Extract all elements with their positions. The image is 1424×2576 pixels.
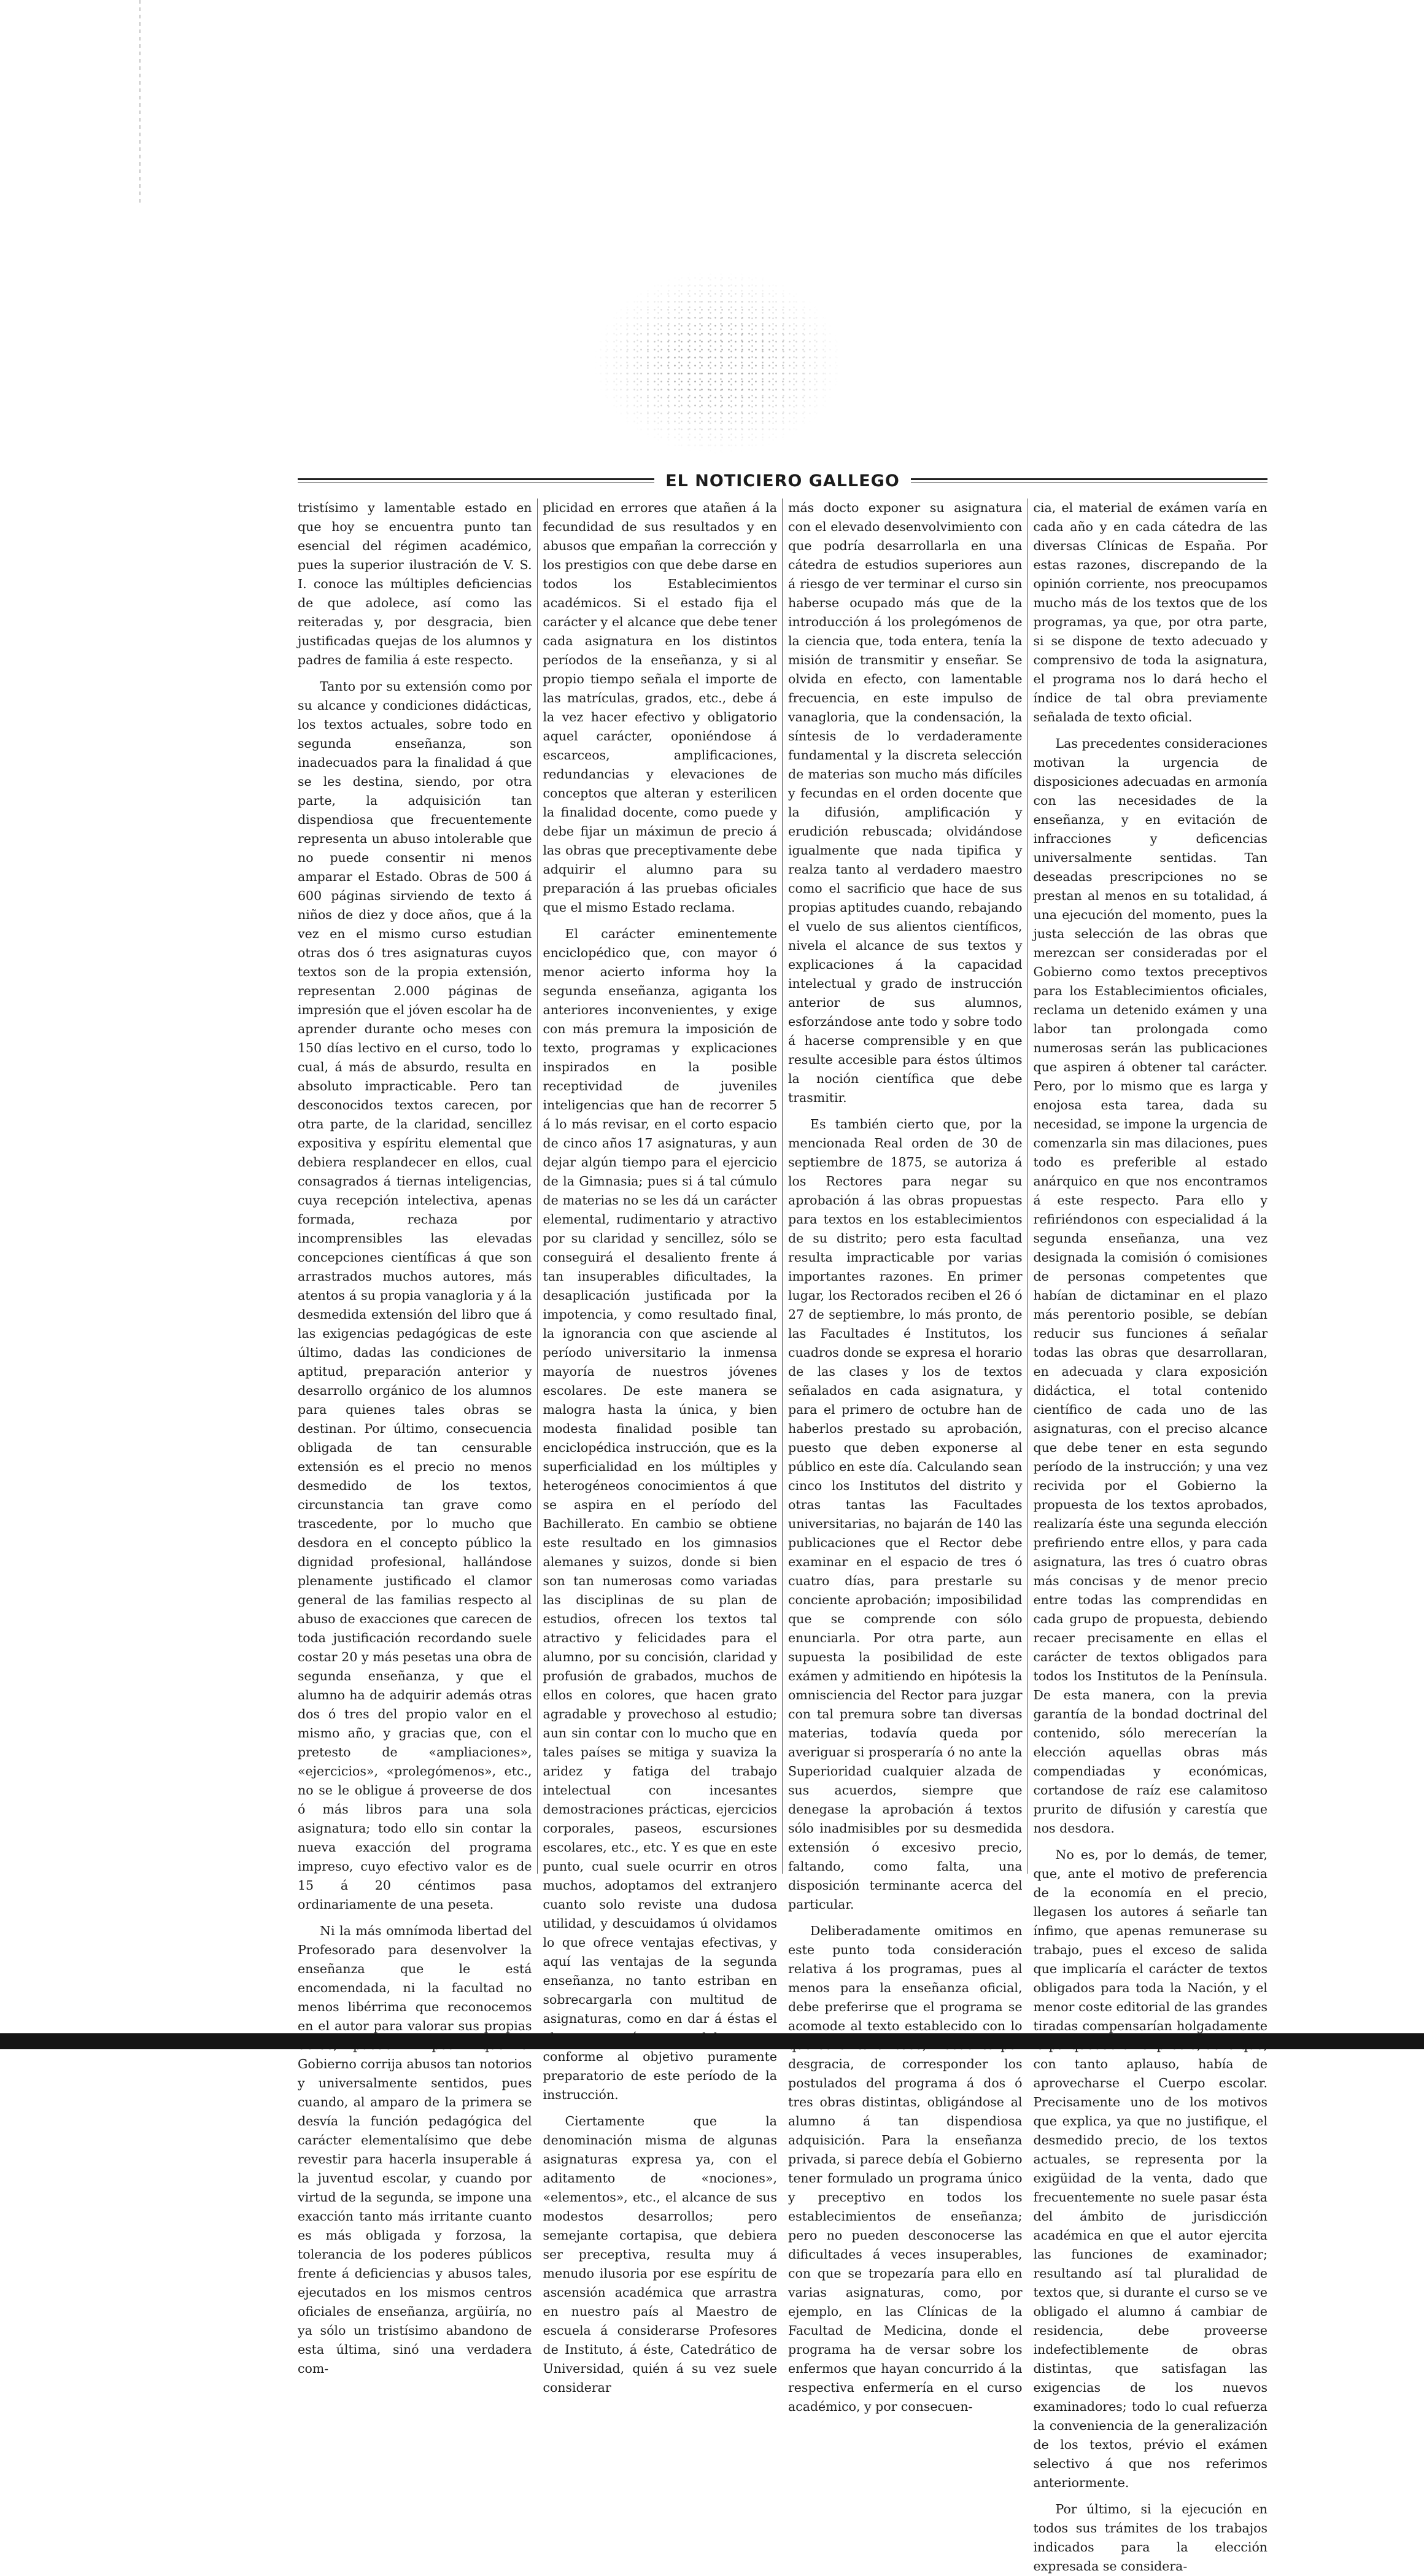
paragraph: Tanto por su extensión como por su alcance y condiciones didácticas, los textos actuales, sobre todo en segunda enseñanza, son inadecuados para la finalidad á que se les destina, siendo, por otra parte, la adquisición tan dispendiosa que frecuentemente representa un abuso intolerable que no puede consentir ni menos amparar el Estado. Obras de 500 á 600 páginas sirviendo de texto á niños de diez y doce años, que á la vez en el mismo curso estudian otras dos ó tres asignaturas cuyos textos son de la propia extensión, representan 2.000 páginas de impresión que el jóven escolar ha de aprender durante ocho meses con 150 días lectivo en el curso, todo lo cual, á más de absurdo, resulta en absoluto impracticable. Pero tan desconocidos textos carecen, por otra parte, de la claridad, sencillez expositiva y espíritu elemental que debiera resplandecer en ellos, cual consagrados á tiernas inteligencias, cuya recepción intelectiva, apenas formada, rechaza por incomprensibles las elevadas concepciones científicas á que son arrastrados muchos autores, más atentos á su propia vanagloria y á la desmedida extensión del libro que á las exigencias pedagógicas de este último, dadas las condiciones de aptitud, preparación anterior y desarrollo orgánico de los alumnos para quienes tales obras se destinan. Por último, consecuencia obligada de tan censurable extensión es el precio no menos desmedido de los textos, circunstancia tan grave como trascedente, por lo mucho que desdora en el concepto público la dignidad profesional, hallándose plenamente justificado el clamor general de las familias respecto al abuso de exacciones que carecen de toda justificación recordando suele costar 20 y más pesetas una obra de segunda enseñanza, y que el alumno ha de adquirir además otras dos ó tres del propio valor en el mismo año, y gracias que, con el pretesto de «ampliaciones», «ejercicios», «prolegómenos», etc., no se le obligue á proveerse de dos ó más libros para una sola asignatura; todo ello sin contar la nueva exacción del programa impreso, cuyo efectivo valor es de 15 á 20 céntimos pasa ordinariamente de una peseta. (298, 679, 532, 1912)
paragraph: Deliberadamente omitimos en este punto toda consideración relativa á los programas, pues al menos para la enseñanza oficial, debe preferirse que el programa se acomode al texto establecido con lo desgracia, de corresponder los postulados del programa á dos ó tres obras distintas, obligándose al alumno á tan dispendiosa adquisición. Para la enseñanza privada, si parece debía el Gobierno tener formulado un programa único y preceptivo en todos los establecimientos de enseñanza; pero no pueden desconocerse las dificultades á veces insuperables, con que se tropezaría para ello en varias asignaturas, como, por ejemplo, en las Clínicas de la Facultad de Medicina, donde el programa ha de versar sobre los enfermos que hayan concurrido á la respectiva enfermería en el curso académico, y por consecuen- (788, 1923, 1023, 2414)
masthead (298, 470, 1267, 491)
column-2 (543, 499, 778, 2395)
scan-edge-band (0, 2033, 1424, 2049)
paragraph: más docto exponer su asignatura con el elevado desenvolvimiento con que podría desarrollarla en una cátedra de estudios superiores aun á riesgo de ver terminar el curso sin haberse ocupado más que de la introducción á los prolegómenos de la ciencia que, toda entera, tenía la misión de transmitir y enseñar. Se olvida en efecto, con lamentable frecuencia, en este impulso de vanagloria, que la condensación, la síntesis de lo verdaderamente fundamental y la discreta selección de materias son mucho más difíciles y fecundas en el orden docente que la difusión, amplificación y erudición rebuscada; olvidándose igualmente que nada tipifica y realza tanto al verdadero maestro como el sacrificio que hace de sus propias aptitudes cuando, rebajando el vuelo de sus alientos científicos, nivela el alcance de sus textos y explicaciones á la capacidad intelectual y grado de instrucción anterior de sus alumnos, esforzándose ante todo y sobre todo á hacerse comprensible y en que resulte accesible para éstos últimos la noción científica que debe trasmitir. (788, 500, 1023, 1105)
paragraph: El carácter eminentemente enciclopédico que, con mayor ó menor acierto informa hoy la segunda enseñanza, agiganta los anteriores inconvenientes, y exige con más premura la imposición de texto, programas y explicaciones inspirados en la posible receptividad de juveniles inteligencias que han de recorrer 5 á lo más revisar, en el corto espacio de cinco años 17 asignaturas, y aun dejar algún tiempo para el ejercicio de la Gimnasia; pues si á tal cúmulo de materias no se les dá un carácter elemental, rudimentario y atractivo por su claridad y sencillez, sólo se conseguirá el desaliento frente á tan insuperables dificultades, la desaplicación justificada por la impotencia, y como resultado final, la ignorancia con que asciende al período universitario la inmensa mayoría de nuestros jóvenes escolares. De este manera se malogra hasta la única, y bien modesta finalidad posible tan enciclopédica instrucción, que es la superficialidad en los múltiples y heterogéneos conocimientos á que se aspira en el período del Bachillerato. En cambio se obtiene este resultado en los gimnasios alemanes y suizos, donde si bien son tan numerosas como variadas las disciplinas de su plan de estudios, ofrecen los textos tal atractivo y felicidades para el alumno, por su concisión, claridad y profusión de grabados, muchos de ellos en colores, que hacen grato agradable y provechoso al estudio; aun sin contar con lo mucho que en tales países se mitiga y suaviza la aridez y fatiga del trabajo intelectual con incesantes demostraciones prácticas, ejercicios corporales, paseos, escursiones escolares, etc., etc. Y es que en este punto, cual suele ocurrir en otros muchos, adoptamos del extranjero cuanto solo reviste una dudosa utilidad, y descuidamos ú olvidamos lo que ofrece ventajas efectivas, y aquí las ventajas de la segunda enseñanza, no tanto estriban en sobrecargarla con multitud de asignaturas, como en dar á éstas el conforme al objetivo puramente preparatorio de este período de la instrucción. (543, 926, 777, 2102)
masthead-rule-left (298, 478, 654, 483)
paragraph: plicidad en errores que atañen á la fecundidad de sus resultados y en abusos que empañan la corrección y los prestigios con que debe darse en todos los Establecimientos académicos. Si el estado fija el carácter y el alcance que debe tener cada asignatura en los distintos períodos de la enseñanza, y si al propio tiempo señala el importe de las matrículas, grados, etc., debe á la vez hacer efectivo y obligatorio aquel carácter, oponiéndose á escarceos, amplificaciones, redundancias y elevaciones de conceptos que alteran y esterilicen la finalidad docente, como puede y debe fijar un máximun de precio á las obras que preceptivamente debe adquirir el alumno para su preparación á las pruebas oficiales que el mismo Estado reclama. (543, 500, 777, 915)
paragraph: tristísimo y lamentable estado en que hoy se encuentra punto tan esencial del régimen académico, pues la superior ilustración de V. S. I. conoce las múltiples deficiencias de que adolece, así como las reiteradas y, por desgracia, bien justificadas quejas de los alumnos y padres de familia á este respecto. (298, 500, 532, 667)
paragraph: No es, por lo demás, de temer, que, ante el motivo de preferencia de la economía en el precio, llegasen los autores á señarle tan ínfimo, que apenas remunerase su trabajo, pues el exceso de salida que implicaría el carácter de textos obligados para toda la Nación, y el menor coste editorial de las grandes tiradas compensarían holgadamente con tanto aplauso, había de aprovecharse el Cuerpo escolar. Precisamente uno de los motivos que explica, ya que no justifique, el desmedido precio, de los textos actuales, se representa por la exigüidad de la venta, dado que frecuentemente no suele pasar ésta del ámbito de jurisdicción académica en que el autor ejercita las funciones de examinador; resultando así tal pluralidad de textos que, si durante el curso se ve obligado el alumno á cambiar de residencia, debe proveerse indefectiblemente de obras distintas, que satisfagan las exigencias de los nuevos examinadores; todo lo cual refuerza la conveniencia de la generalización de los textos, prévio el exámen selectivo á que nos referimos anteriormente. (1033, 1847, 1267, 2490)
paragraph: Es también cierto que, por la mencionada Real orden de 30 de septiembre de 1875, se autoriza á los Rectores para negar su aprobación á las obras propuestas para textos en los establecimientos de su distrito; pero esta facultad resulta impracticable por varias importantes razones. En primer lugar, los Rectorados reciben el 26 ó 27 de septiembre, lo más pronto, de las Facultades é Institutos, los cuadros donde se expresa el horario de las clases y los de textos señalados en cada asignatura, y para el primero de octubre han de haberlos prestado su aprobación, puesto que deben exponerse al público en este día. Calculando sean cinco los Institutos del distrito y otras tantas las Facultades universitarias, no bajarán de 140 las publicaciones que el Rector debe examinar en el espacio de tres ó cuatro días, para prestarle su conciente aprobación; imposibilidad que se comprende con sólo enunciarla. Por otra parte, aun supuesta la posibilidad de este exámen y admitiendo en hipótesis la omnisciencia del Rector para juzgar con tal premura sobre tan diversas materias, todavía queda por averiguar si prosperaría ó no ante la Superioridad cualquier alzada de sus acuerdos, siempre que denegase la aprobación á textos sólo inadmisibles por su desmedida extensión ó excesivo precio, faltando, como falta, una disposición terminante acerca del particular. (788, 1117, 1023, 1912)
masthead-rule-right (911, 478, 1267, 483)
paragraph: cia, el material de exámen varía en cada año y en cada cátedra de las diversas Clínicas de España. Por estas razones, discrepando de la opinión corriente, nos preocupamos mucho más de los textos que de los programas, ya que, por otra parte, si se dispone de texto adecuado y comprensivo de toda la asignatura, el programa nos lo dará hecho el índice de tal obra previamente señalada de texto oficial. (1033, 500, 1267, 724)
paragraph: Por último, si la ejecución en todos sus trámites de los trabajos indicados para la elección expresada se considera- (1033, 2502, 1267, 2574)
column-4 (1033, 499, 1268, 2574)
paragraph: Las precedentes consideraciones motivan la urgencia de disposiciones adecuadas en armonía con las necesidades de la enseñanza, y en evitación de infracciones y deficencias universalmente sentidas. Tan deseadas prescripciones no se prestan al menos en su totalidad, á una ejecución del momento, pues la justa selección de las obras que merezcan ser consideradas por el Gobierno como textos preceptivos para los Establecimientos oficiales, reclama un detenido exámen y una labor tan prolongada como numerosas serán las publicaciones que aspiren á obtener tal carácter. Pero, por lo mismo que es larga y enojosa esta tarea, dada su necesidad, se impone la urgencia de comenzarla sin mas dilaciones, pues todo es preferible al estado anárquico en que nos encontramos á este respecto. Para ello y refiriéndonos con especialidad á la segunda enseñanza, una vez designada la comisión ó comisiones de personas competentes que habían de dictaminar en el plazo más perentorio posible, se debían reducir sus funciones á señalar todas las obras que desarrollaran, en adecuada y clara exposición didáctica, el total contenido científico de cada uno de las asignaturas, con el preciso alcance que debe tener en esta segundo período de la instrucción; y una vez recivida por el Gobierno la propuesta de los textos aprobados, realizaría éste una segunda elección prefiriendo entre ellos, y para cada asignatura, las tres ó cuatro obras más concisas y de menor precio entre todas las comprendidas en cada grupo de propuesta, debiendo recaer precisamente en ellas el carácter de textos obligados para todos los Institutos de la Península. De esta manera, con la previa garantía de la bondad doctrinal del contenido, sólo merecerían la elección aquellas obras más compendiadas y económicas, cortandose de raíz ese calamitoso prurito de difusión y carestía que nos desdora. (1033, 736, 1267, 1836)
ink-stain (577, 258, 859, 467)
column-3 (788, 499, 1023, 2414)
paragraph: Ni la más omnímoda libertad del Profesorado para desenvolver la enseñanza que le está encomendada, ni la facultad no menos libérrima que reconocemos en el autor para valorar sus propias Gobierno corrija abusos tan notorios y universalmente sentidos, pues cuando, al amparo de la primera se desvía la función pedagógica del carácter elementalísimo que debe revestir para hacerla insuperable á la juventud escolar, y cuando por virtud de la segunda, se impone una exacción tanto más irritante cuanto es más obligada y forzosa, la tolerancia de los poderes públicos frente á deficiencias y abusos tales, ejecutados en los mismos centros oficiales de enseñanza, argüiría, no ya sólo un tristísimo abandono de esta última, sinó una verdadera com- (298, 1923, 532, 2376)
column-1 (298, 499, 532, 2376)
masthead-title: EL NOTICIERO GALLEGO (665, 471, 900, 491)
paragraph: Ciertamente que la denominación misma de algunas asignaturas expresa ya, con el aditamento de «nociones», «elementos», etc., el alcance de sus modestos desarrollos; pero semejante cortapisa, que debiera ser preceptiva, resulta muy á menudo ilusoria por ese espíritu de ascensión académica que arrastra en nuestro país al Maestro de escuela á considerarse Profesores de Instituto, á éste, Catedrático de Universidad, quién á su vez suele considerar (543, 2114, 777, 2395)
article-columns (298, 499, 1267, 2574)
fold-line (139, 0, 141, 203)
